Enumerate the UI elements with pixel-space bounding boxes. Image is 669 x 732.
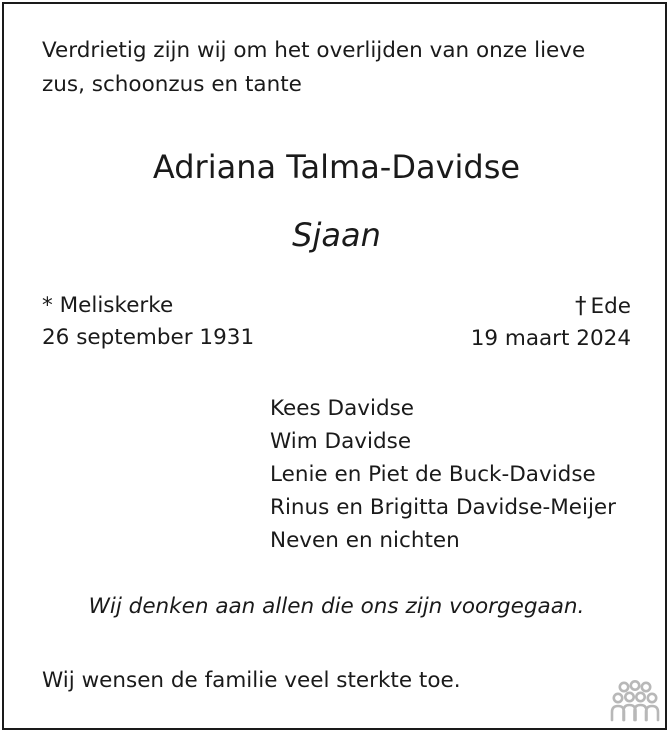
wish-line: Wij wensen de familie veel sterkte toe. xyxy=(42,668,461,693)
people-group-icon xyxy=(609,680,661,722)
family-member: Lenie en Piet de Buck-Davidse xyxy=(270,462,596,487)
death-place-line xyxy=(471,290,631,323)
deceased-full-name: Adriana Talma-Davidse xyxy=(152,148,521,186)
intro-text xyxy=(42,34,642,102)
family-list xyxy=(270,392,616,557)
obituary-card xyxy=(2,2,667,730)
family-member: Neven en nichten xyxy=(270,528,460,553)
family-member: Kees Davidse xyxy=(270,396,415,421)
family-member: Wim Davidse xyxy=(270,429,412,454)
intro-line-2: zus, schoonzus en tante xyxy=(42,72,302,97)
birth-info xyxy=(42,290,254,354)
memory-line: Wij denken aan allen die ons zijn voorgegaan. xyxy=(88,594,585,619)
deceased-nickname: Sjaan xyxy=(292,216,381,254)
birth-date: 26 september 1931 xyxy=(42,325,255,350)
family-member: Rinus en Brigitta Davidse-Meijer xyxy=(270,495,616,520)
death-info xyxy=(471,290,631,355)
birth-place: * Meliskerke xyxy=(42,293,174,318)
intro-line-1: Verdrietig zijn wij om het overlijden van onze lieve xyxy=(42,38,586,63)
death-place: Ede xyxy=(590,294,631,319)
cross-icon: † xyxy=(575,293,587,319)
death-date: 19 maart 2024 xyxy=(470,326,631,351)
